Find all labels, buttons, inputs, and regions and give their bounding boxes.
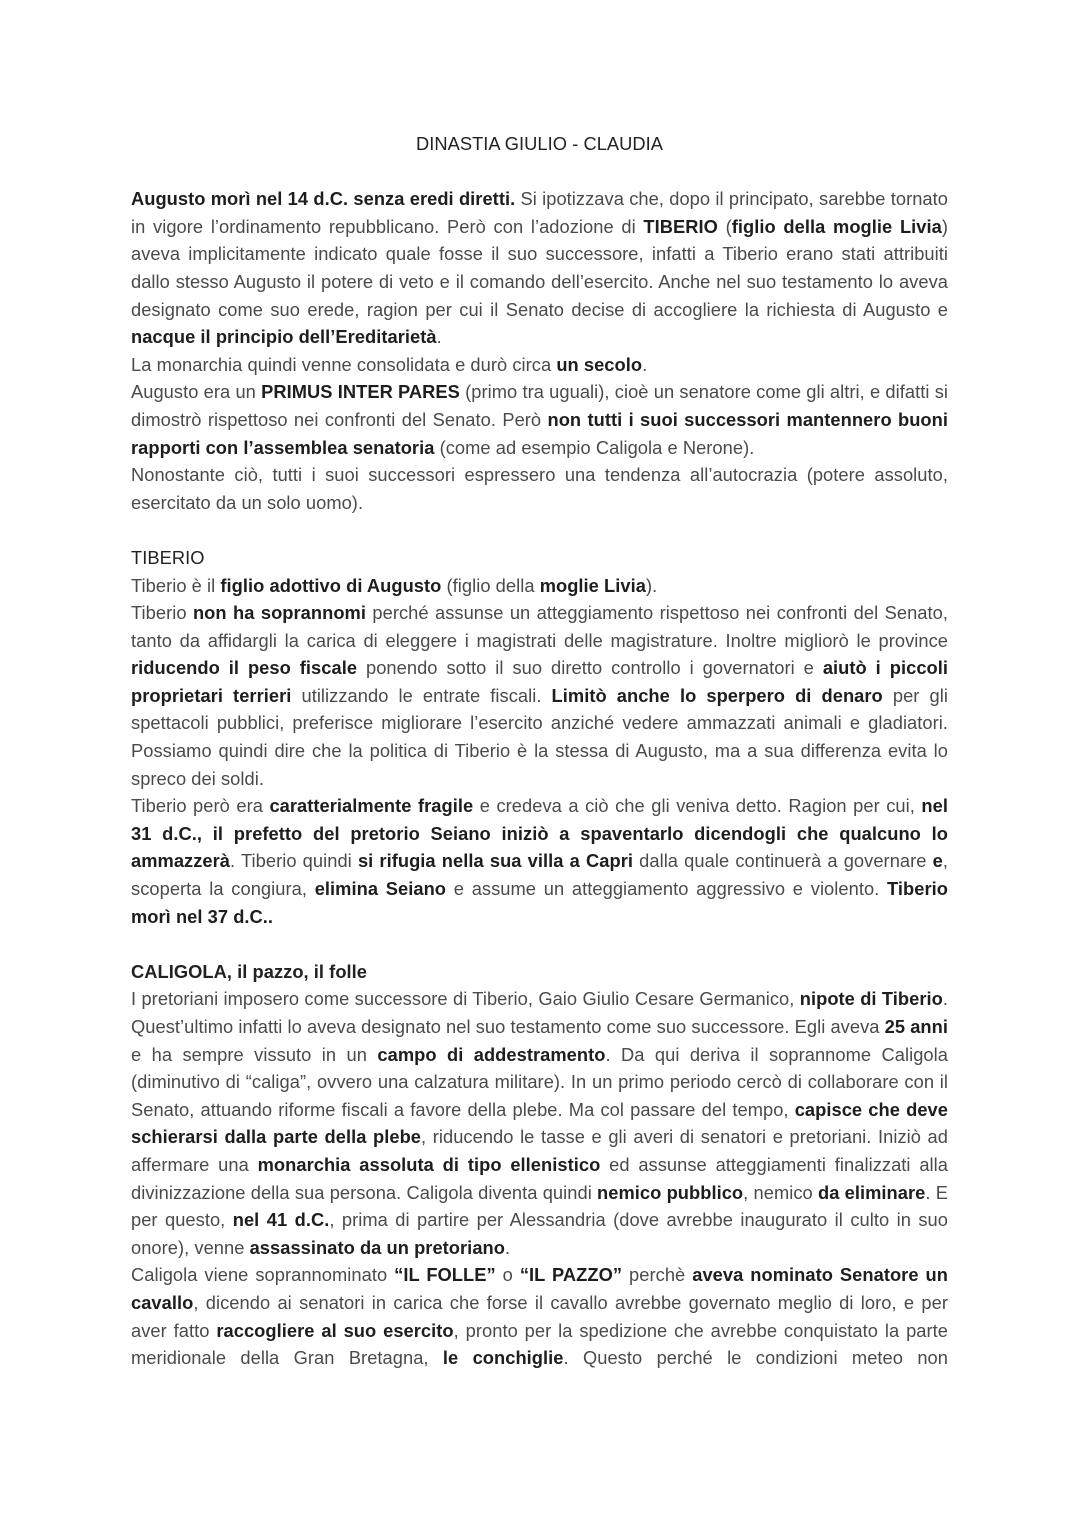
text: . (436, 326, 442, 348)
text: perché assunse un atteggiamento rispettoso nei confronti del Senato, tanto da affidargli la carica di eleggere i magistrati delle magistrature. Inoltre migliorò le province (131, 602, 948, 651)
text: . (642, 353, 648, 375)
bold-text: TIBERIO (643, 215, 718, 237)
document-page (131, 130, 948, 1372)
section-heading-caligola: CALIGOLA, il pazzo, il folle (131, 960, 368, 982)
text: Tiberio (131, 602, 193, 624)
section-heading-tiberio: TIBERIO (131, 546, 205, 568)
text: (come ad esempio Caligola e Nerone). (434, 436, 755, 458)
tiberio-paragraph-1 (131, 572, 948, 600)
caligola-paragraph-2 (131, 1261, 948, 1371)
caligola-paragraph-1 (131, 985, 948, 1261)
text: ( (717, 215, 732, 237)
bold-text: “IL PAZZO” (519, 1264, 623, 1286)
text: . Questo perché le condizioni meteo non (563, 1347, 948, 1369)
bold-text: aiutò i piccoli proprietari terrieri (131, 657, 949, 706)
document-title: DINASTIA GIULIO - CLAUDIA (415, 133, 664, 154)
text: (primo tra uguali), cioè un senatore come gli altri, e difatti si dimostrò rispettoso nei confronti del Senato. Però (131, 381, 949, 430)
text: Tiberio è il (131, 574, 221, 596)
text: Augusto era un (131, 381, 262, 403)
bold-text: un secolo (556, 353, 643, 375)
bold-text: moglie Livia (539, 574, 646, 596)
bold-text: 25 anni (884, 1016, 948, 1037)
text: e assume un atteggiamento aggressivo e violento. (446, 878, 888, 900)
bold-text: Limitò anche lo sperpero di denaro (551, 684, 883, 706)
text: ed assunse atteggiamenti finalizzati alla divinizzazione della sua persona. Caligola diventa quindi (131, 1153, 948, 1203)
text: ponendo sotto il suo diretto controllo i governatori e (357, 657, 823, 679)
bold-text: nemico pubblico (597, 1181, 744, 1203)
text: o (495, 1264, 520, 1286)
text: I pretoriani imposero come successore di Tiberio, Gaio Giulio Cesare Germanico, (131, 988, 800, 1010)
bold-text: si rifugia nella sua villa a Capri (357, 850, 633, 872)
bold-text: assassinato da un pretoriano (249, 1236, 505, 1258)
text: . Tiberio quindi (230, 850, 358, 872)
text: , scoperta la congiura, (131, 850, 948, 900)
text: La monarchia quindi venne consolidata e durò circa (131, 353, 557, 375)
text: . (504, 1236, 511, 1258)
text: per gli spettacoli pubblici, preferisce migliorare l’esercito anziché vedere ammazzati animali e gladiatori. Possiamo quindi dire che la politica di Tiberio è la stessa di Augusto, ma a sua differenza evita lo spreco dei soldi. (131, 684, 948, 789)
bold-text: elimina Seiano (314, 878, 447, 900)
bold-text: “IL FOLLE” (394, 1264, 496, 1286)
bold-text: Augusto morì nel 14 d.C. senza eredi diretti. (131, 188, 516, 210)
text: e ha sempre vissuto in un (131, 1043, 378, 1065)
text: utilizzando le entrate fiscali. (291, 684, 552, 706)
text: Caligola viene soprannominato (131, 1264, 395, 1286)
intro-paragraph-4 (131, 461, 948, 516)
text: , pronto per la spedizione che avrebbe conquistato la parte meridionale della Gran Bretagna, (131, 1319, 949, 1369)
bold-text: nel 41 d.C. (232, 1209, 330, 1231)
bold-text: non tutti i suoi successori mantennero buoni rapporti con l’assemblea senatoria (131, 408, 948, 458)
text: , nemico (743, 1181, 818, 1203)
text: . Da qui deriva il soprannome Caligola (diminutivo di “caliga”, ovvero una calzatura militare). In un primo periodo cercò di collaborare con il Senato, attuando riforme fiscali a favore della plebe. Ma col passare del tempo, (131, 1043, 948, 1120)
bold-text: raccogliere al suo esercito (216, 1319, 454, 1341)
bold-text: da eliminare (817, 1181, 926, 1203)
bold-text: nacque il principio dell’Ereditarietà (131, 326, 437, 348)
text: perchè (622, 1264, 693, 1286)
text: ). (645, 574, 658, 596)
text: Nonostante ciò, tutti i suoi successori espressero una tendenza all’autocrazia (potere assoluto, esercitato da un solo uomo). (131, 464, 948, 513)
tiberio-paragraph-3 (131, 792, 948, 930)
text: e credeva a ciò che gli veniva detto. Ragion per cui, (473, 795, 922, 817)
bold-text: non ha soprannomi (192, 602, 366, 624)
bold-text: figlio adottivo di Augusto (220, 574, 442, 596)
bold-text: Tiberio morì nel 37 d.C.. (131, 878, 948, 927)
text: Tiberio però era (131, 795, 270, 817)
intro-paragraph-2 (131, 351, 948, 379)
bold-text: e (932, 850, 943, 872)
text: , dicendo ai senatori in carica che forse il cavallo avrebbe governato meglio di loro, e per aver fatto (131, 1291, 948, 1341)
bold-text: riducendo il peso fiscale (131, 657, 358, 679)
bold-text: capisce che deve schierarsi dalla parte della plebe (131, 1098, 948, 1148)
text: Si ipotizzava che, dopo il principato, sarebbe tornato in vigore l’ordinamento repubblicano. Però con l’adozione di (131, 188, 948, 237)
bold-text: campo di addestramento (377, 1043, 606, 1065)
bold-text: nipote di Tiberio (799, 988, 943, 1010)
bold-text: monarchia assoluta di tipo ellenistico (257, 1153, 601, 1175)
intro-paragraph-3 (131, 378, 948, 461)
bold-text: aveva nominato Senatore un cavallo (131, 1264, 948, 1313)
text: , riducendo le tasse e gli averi di senatori e pretoriani. Iniziò ad affermare una (131, 1126, 948, 1175)
intro-paragraph-1 (131, 185, 948, 351)
bold-text: nel 31 d.C., il prefetto del pretorio Seiano iniziò a spaventarlo dicendogli che qualcuno lo ammazzerà (131, 795, 948, 872)
tiberio-paragraph-2 (131, 599, 948, 792)
bold-text: PRIMUS INTER PARES (261, 381, 460, 403)
text: dalla quale continuerà a governare (633, 850, 933, 872)
text: (figlio della (441, 574, 540, 596)
text: . Quest’ultimo infatti lo aveva designato nel suo testamento come suo successore. Egli aveva (131, 988, 949, 1037)
bold-text: caratterialmente fragile (269, 795, 474, 817)
bold-text: figlio della moglie Livia (731, 215, 942, 237)
text: . E per questo, (131, 1181, 948, 1231)
text: , prima di partire per Alessandria (dove avrebbe inaugurato il culto in suo onore), venne (131, 1209, 948, 1258)
bold-text: le conchiglie (442, 1347, 564, 1369)
text: ) aveva implicitamente indicato quale fosse il suo successore, infatti a Tiberio erano stati attribuiti dallo stesso Augusto il potere di veto e il comando dell’esercito. Anche nel suo testamento lo aveva designato come suo erede, ragion per cui il Senato decise di accogliere la richiesta di Augusto e (131, 215, 948, 320)
